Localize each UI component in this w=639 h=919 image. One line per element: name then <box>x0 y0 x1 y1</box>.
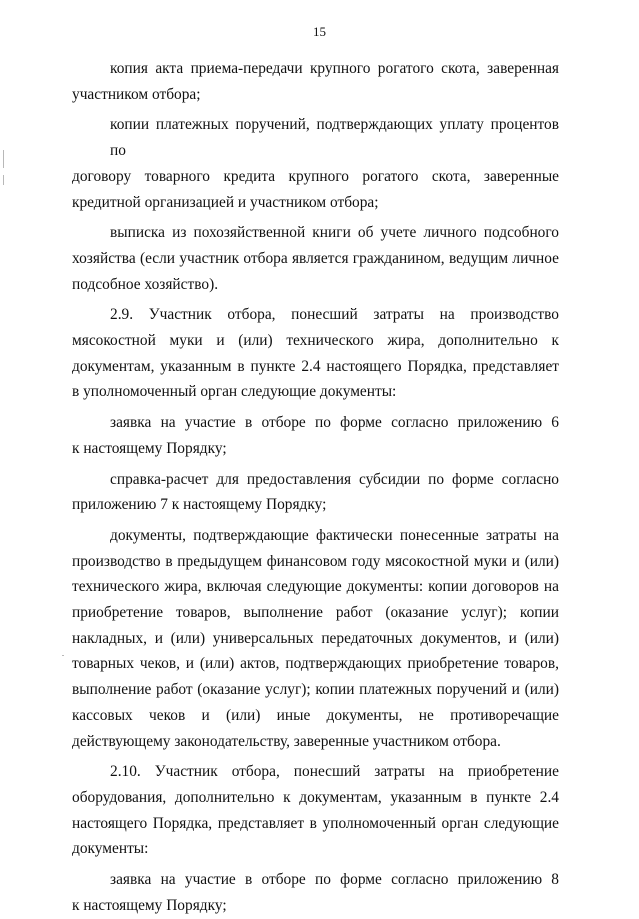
scan-artifact <box>3 150 4 168</box>
text-line: участником отбора; <box>72 85 201 103</box>
text-line: настоящего Порядка, представляет в уполномоченный орган следующие <box>72 814 559 832</box>
text-line: подсобное хозяйство). <box>72 275 219 293</box>
text-line: технического жира, включая следующие документы: копии договоров на <box>72 578 559 596</box>
text-line: кассовых чеков и (или) иные документы, не противоречащие <box>72 706 559 724</box>
text-line: документы: <box>72 840 149 858</box>
text-line: оборудования, дополнительно к документам, указанным в пункте 2.4 <box>72 788 559 806</box>
text-line: действующему законодательству, заверенные участником отбора. <box>72 732 501 750</box>
text-line: договору товарного кредита крупного рогатого скота, заверенные <box>72 167 559 185</box>
text-line: приобретение товаров, выполнение работ (оказание услуг); копии <box>72 604 559 622</box>
text-line: 2.10. Участник отбора, понесший затраты на приобретение <box>110 763 559 781</box>
text-line: кредитной организацией и участником отбора; <box>72 193 379 211</box>
text-line: выполнение работ (оказание услуг); копии платежных поручений и (или) <box>72 681 559 699</box>
text-line: заявка на участие в отборе по форме согласно приложению 6 <box>110 414 559 432</box>
text-line: хозяйства (если участник отбора является гражданином, ведущим личное <box>72 249 559 267</box>
text-line: заявка на участие в отборе по форме согласно приложению 8 <box>110 871 559 889</box>
text-line: копии платежных поручений, подтверждающих уплату процентов по <box>110 116 559 160</box>
text-line: выписка из похозяйственной книги об учете личного подсобного <box>110 224 559 242</box>
text-line: мясокостной муки и (или) технического жира, дополнительно к <box>72 332 559 350</box>
text-line: производство в предыдущем финансовом году мясокостной муки и (или) <box>72 552 559 570</box>
text-line: копия акта приема-передачи крупного рогатого скота, заверенная <box>110 60 559 77</box>
text-line: документам, указанным в пункте 2.4 настоящего Порядка, представляет <box>72 357 559 375</box>
text-line: накладных, и (или) универсальных передаточных документов, и (или) <box>72 629 559 647</box>
text-line: справка-расчет для предоставления субсидии по форме согласно <box>110 470 559 488</box>
text-line: 2.9. Участник отбора, понесший затраты на производство <box>110 306 559 324</box>
text-line: к настоящему Порядку; <box>72 896 227 914</box>
page-number: 15 <box>313 24 326 39</box>
text-line: к настоящему Порядку; <box>72 439 227 457</box>
text-line: приложению 7 к настоящему Порядку; <box>72 496 327 514</box>
scan-artifact <box>62 655 64 656</box>
scan-artifact <box>3 175 4 185</box>
text-line: товарных чеков, и (или) актов, подтверждающих приобретение товаров, <box>72 655 559 673</box>
text-line: документы, подтверждающие фактически понесенные затраты на <box>110 526 559 544</box>
text-line: в уполномоченный орган следующие документы: <box>72 383 397 401</box>
document-body <box>72 56 559 919</box>
